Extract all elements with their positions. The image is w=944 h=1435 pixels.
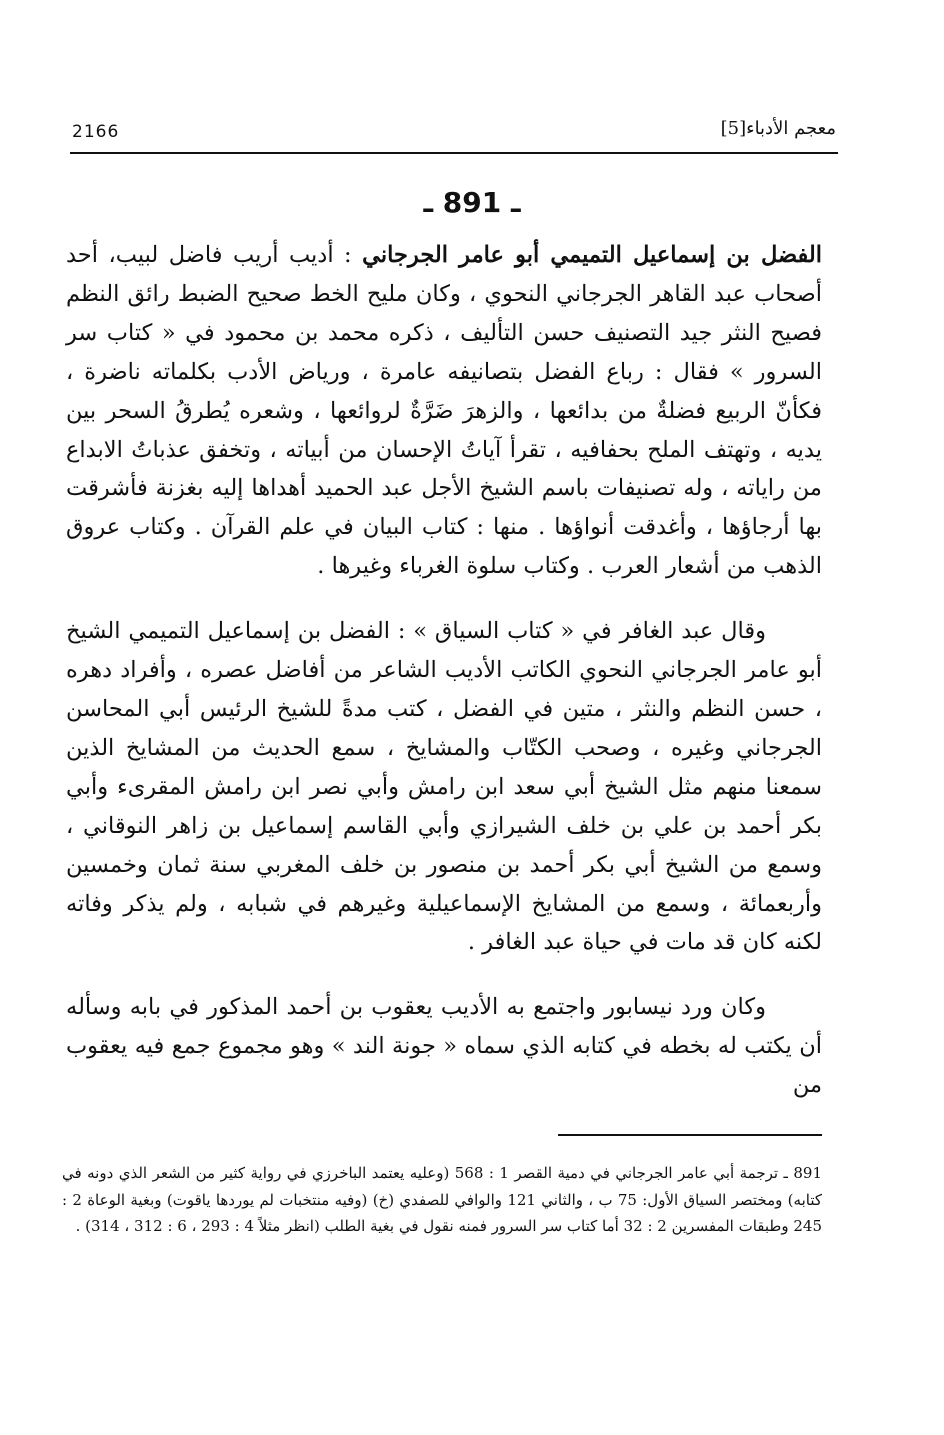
entry-heading: الفضل بن إسماعيل التميمي أبو عامر الجرجاني (362, 242, 822, 268)
footnote: 891 ـ ترجمة أبي عامر الجرجاني في دمية القصر 1 : 568 (وعليه يعتمد الباخرزي في رواية كثير من الشعر الذي دونه في كتابه) ومختصر السياق الأول: 75 ب ، والثاني 121 والوافي للصفدي (خ) (وفيه منتخبات لم يوردها ياقوت) وبغية الوعاة 2 : 245 وطبقات المفسرين 2 : 32 أما كتاب سر السرور فمنه نقول في بغية الطلب (انظر مثلاً 4 : 293 ، 6 : 312 ، 314) . (62, 1164, 823, 1235)
entry-number: ـ 891 ـ (423, 186, 521, 219)
main-text (66, 236, 822, 1131)
page-header (70, 108, 838, 154)
footnote-divider (558, 1134, 822, 1136)
paragraph-2: وقال عبد الغافر في « كتاب السياق » : الفضل بن إسماعيل التميمي الشيخ أبو عامر الجرجاني النحوي الكاتب الأديب الشاعر من أفاضل عصره ، وأفراد دهره ، حسن النظم والنثر ، متين في الفضل ، كتب مدةً للشيخ الرئيس أبي المحاسن الجرجاني وغيره ، وصحب الكتّاب والمشايخ ، سمع الحديث من المشايخ الذين سمعنا منهم مثل الشيخ أبي سعد ابن رامش وأبي نصر ابن رامش المقرىء وأبي بكر أحمد بن علي بن خلف الشيرازي وأبي القاسم إسماعيل بن زاهر النوقاني ، وسمع من الشيخ أبي بكر أحمد بن منصور بن خلف المغربي سنة ثمان وخمسين وأربعمائة ، وسمع من المشايخ الإسماعيلية وغيرهم في شبابه ، ولم يذكر وفاته لكنه كان قد مات في حياة عبد الغافر . (66, 618, 822, 956)
running-title: معجم الأدباء[5] (720, 118, 836, 139)
page-number: 2166 (72, 122, 120, 142)
paragraph-1 (66, 236, 822, 586)
paragraph-1-text: : أديب أريب فاضل لبيب، أحد أصحاب عبد القاهر الجرجاني النحوي ، وكان مليح الخط صحيح الضبط رائق النظم فصيح النثر جيد التصنيف حسن التأليف ، ذكره محمد بن محمود في « كتاب سر السرور » فقال : رباع الفضل بتصانيفه عامرة ، ورياض الأدب بكلماته ناضرة ، فكأنّ الربيع فضلةٌ من بدائعها ، والزهرَ ضَرَّةٌ لروائعها ، وشعره يُطرقُ السحر بين يديه ، وتهتف الملح بحفافيه ، تقرأ آياتُ الإحسان من أبياته ، وتخفق عذباتُ الابداع من راياته ، وله تصنيفات باسم الشيخ الأجل عبد الحميد أهداها إليه بغزنة فأشرقت بها أرجاؤها ، وأغدقت أنواؤها . منها : كتاب البيان في علم القرآن . وكتاب عروق الذهب من أشعار العرب . وكتاب سلوة الغرباء وغيرها . (66, 242, 822, 580)
paragraph-3: وكان ورد نيسابور واجتمع به الأديب يعقوب بن أحمد المذكور في بابه وسأله أن يكتب له بخطه في كتابه الذي سماه « جونة الند » وهو مجموع جمع فيه يعقوب من (66, 994, 822, 1099)
